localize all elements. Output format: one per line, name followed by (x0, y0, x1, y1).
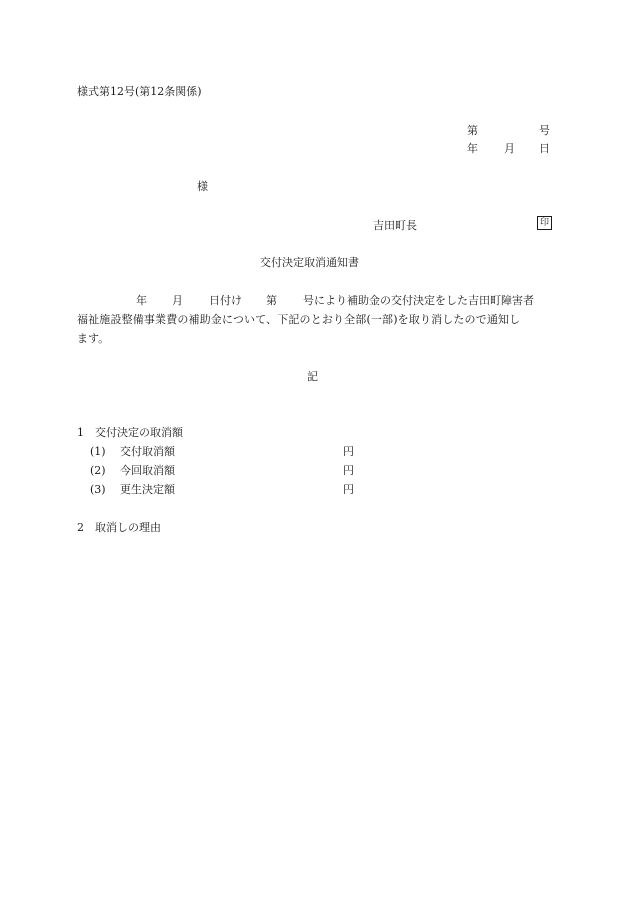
form-number: 様式第12号(第12条関係) (77, 85, 202, 98)
item-2-number: (2) (90, 464, 106, 477)
date-month: 月 (504, 142, 515, 155)
date-day: 日 (539, 142, 550, 155)
body-line-1-rest: 号により補助金の交付決定をした吉田町障害者 (303, 294, 534, 307)
body-dai: 第 (266, 294, 277, 307)
item-1-number: (1) (90, 445, 106, 458)
body-month: 月 (172, 294, 183, 307)
doc-number-dai: 第 (467, 124, 478, 137)
item-3-number: (3) (90, 483, 106, 496)
item-2-label: 今回取消額 (120, 464, 175, 477)
doc-number-go: 号 (539, 124, 550, 137)
item-2-unit: 円 (343, 464, 354, 477)
document-title: 交付決定取消通知書 (260, 256, 359, 269)
body-line-1 (77, 295, 549, 307)
recipient-suffix: 様 (197, 180, 208, 193)
body-day-dated: 日付け (209, 294, 242, 307)
issuer-name: 吉田町長 (373, 219, 417, 232)
item-1-unit: 円 (343, 445, 354, 458)
body-year: 年 (136, 294, 147, 307)
date-year: 年 (467, 142, 478, 155)
seal-mark: 印 (537, 216, 552, 230)
body-line-2: 福祉施設整備事業費の補助金について、下記のとおり全部(一部)を取り消したので通知し (77, 313, 521, 326)
ki-heading: 記 (307, 370, 318, 383)
item-3-label: 更生決定額 (120, 483, 175, 496)
item-1-label: 交付取消額 (120, 445, 175, 458)
body-line-3: ます。 (77, 332, 110, 345)
item-3-unit: 円 (343, 483, 354, 496)
section-1-heading: 1 交付決定の取消額 (77, 426, 183, 439)
section-2-heading: 2 取消しの理由 (77, 521, 161, 534)
